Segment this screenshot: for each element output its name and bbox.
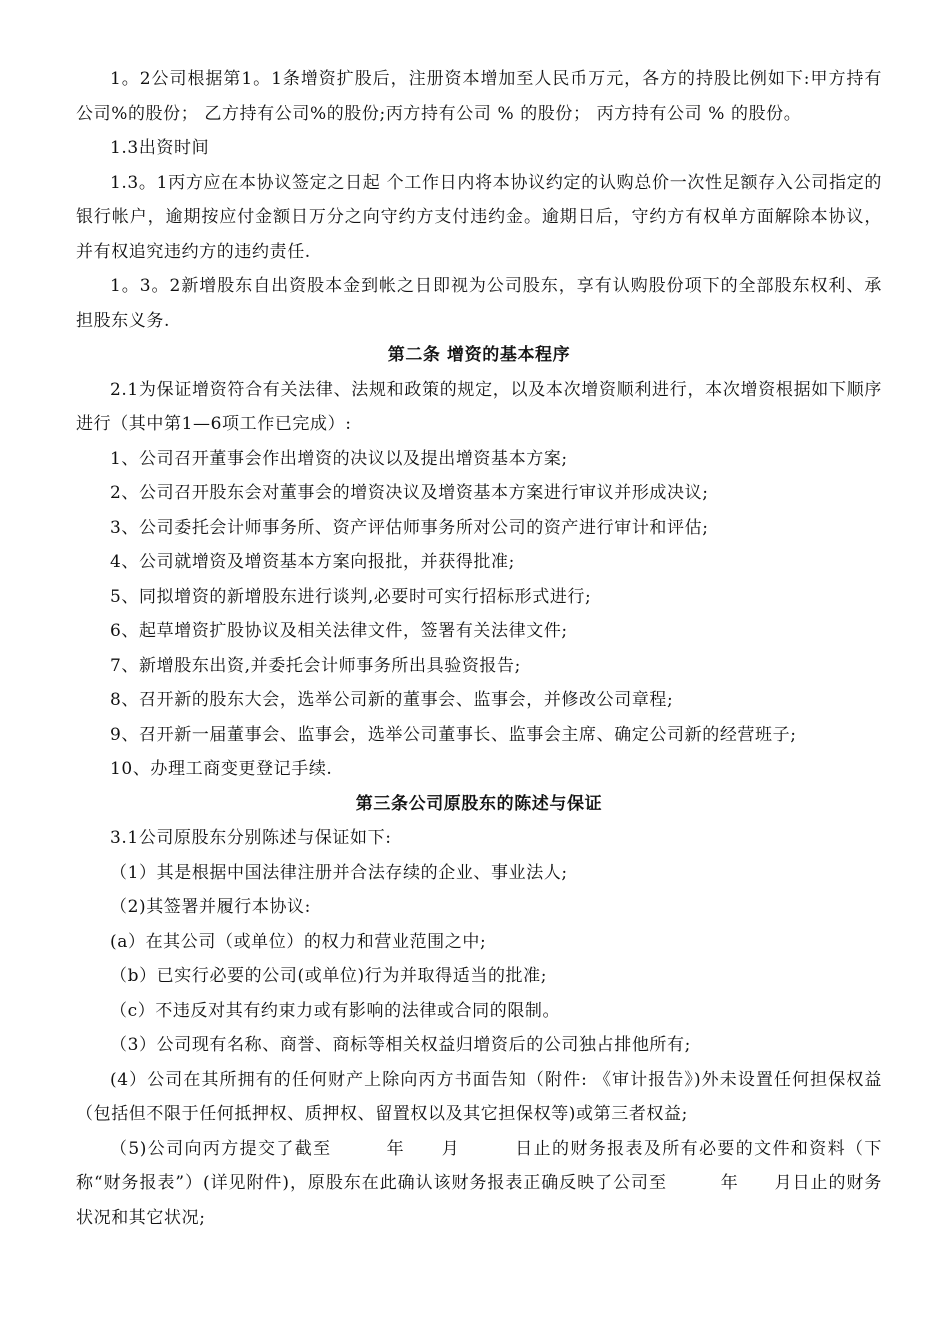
warranty-item-2b: （b）已实行必要的公司(或单位)行为并取得适当的批准; — [110, 966, 548, 986]
procedure-step-5: 5、同拟增资的新增股东进行谈判,必要时可实行招标形式进行; — [110, 586, 592, 607]
warranty-item-2: （2)其签署并履行本协议: — [110, 897, 311, 917]
article-3-heading: 第三条公司原股东的陈述与保证 — [355, 793, 603, 814]
procedure-step-1: 1、公司召开董事会作出增资的决议以及提出增资基本方案; — [110, 448, 568, 469]
article-2-heading: 第二条 增资的基本程序 — [387, 345, 571, 365]
procedure-step-3: 3、公司委托会计师事务所、资产评估师事务所对公司的资产进行审计和评估; — [110, 517, 709, 538]
paragraph-1-2: 1。2公司根据第1。1条增资扩股后，注册资本增加至人民币万元，各方的持股比例如下:甲方持有公司%的股份； 乙方持有公司%的股份;丙方持有公司 % 的股份； 丙方持有公司 % 的股份。 — [76, 69, 882, 124]
procedure-step-9: 9、召开新一届董事会、监事会，选举公司董事长、监事会主席、确定公司新的经营班子; — [110, 724, 797, 745]
warranty-item-2a: (a）在其公司（或单位）的权力和营业范围之中; — [110, 931, 487, 952]
procedure-step-7: 7、新增股东出资,并委托会计师事务所出具验资报告; — [110, 655, 521, 676]
paragraph-1-3-1: 1.3。1丙方应在本协议签定之日起 个工作日内将本协议约定的认购总价一次性足额存入公司指定的银行帐户，逾期按应付金额日万分之向守约方支付违约金。逾期日后，守约方有权单方面解除本协议，并有权追究违约方的违约责任. — [76, 172, 882, 262]
warranty-item-3: （3）公司现有名称、商誉、商标等相关权益归增资后的公司独占排他所有; — [110, 1035, 691, 1055]
procedure-step-2: 2、公司召开股东会对董事会的增资决议及增资基本方案进行审议并形成决议; — [110, 483, 709, 503]
warranty-item-4: (4）公司在其所拥有的任何财产上除向丙方书面告知（附件: 《审计报告》)外未设置任何担保权益（包括但不限于任何抵押权、质押权、留置权以及其它担保权等)或第三者权益; — [76, 1069, 882, 1124]
warranty-item-2c: （c）不违反对其有约束力或有影响的法律或合同的限制。 — [110, 1000, 561, 1021]
document-body — [76, 62, 882, 1235]
paragraph-1-3-2: 1。3。2新增股东自出资股本金到帐之日即视为公司股东，享有认购股份项下的全部股东权利、承担股东义务. — [76, 276, 882, 331]
procedure-step-10: 10、办理工商变更登记手续. — [110, 759, 333, 779]
procedure-step-4: 4、公司就增资及增资基本方案向报批，并获得批准; — [110, 552, 515, 572]
paragraph-3-1: 3.1公司原股东分别陈述与保证如下: — [110, 828, 392, 848]
procedure-step-6: 6、起草增资扩股协议及相关法律文件，签署有关法律文件; — [110, 621, 568, 641]
warranty-item-1: （1）其是根据中国法律注册并合法存续的企业、事业法人; — [110, 862, 568, 883]
paragraph-2-1: 2.1为保证增资符合有关法律、法规和政策的规定，以及本次增资顺利进行，本次增资根据如下顺序进行（其中第1—6项工作已完成）: — [76, 379, 882, 434]
procedure-step-8: 8、召开新的股东大会，选举公司新的董事会、监事会，并修改公司章程; — [110, 690, 674, 710]
warranty-item-5: （5)公司向丙方提交了截至 年 月 日止的财务报表及所有必要的文件和资料（下称“财务报表”）(详见附件)，原股东在此确认该财务报表正确反映了公司至 年 月日止的财务状况和其它状况; — [76, 1138, 882, 1228]
paragraph-1-3-heading: 1.3出资时间 — [110, 138, 210, 158]
